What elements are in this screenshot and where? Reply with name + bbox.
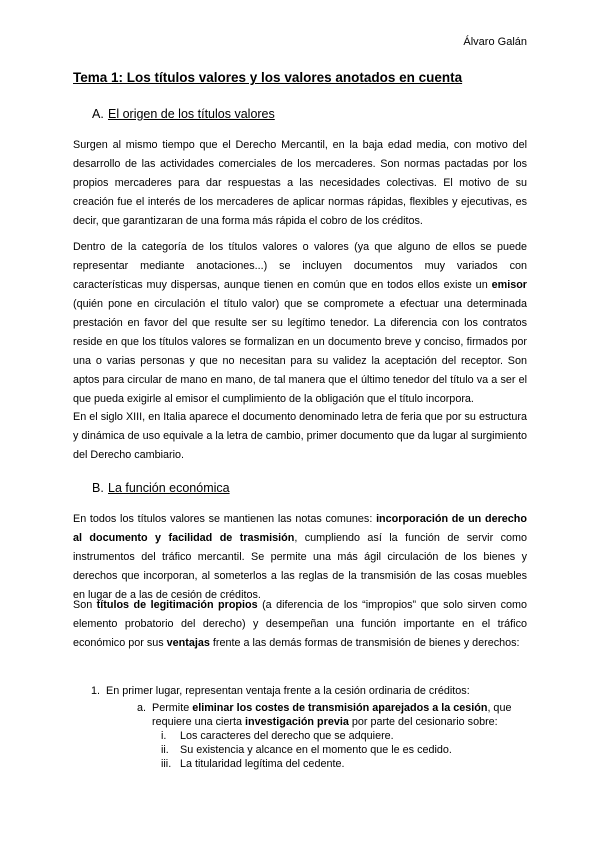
bold-run: eliminar los costes de transmisión aparejados a la cesión [192,702,488,714]
author-name: Álvaro Galán [463,36,527,48]
section-a-heading [92,107,275,121]
list-item [73,729,527,743]
section-b-title: La función económica [108,481,230,495]
text-run: por parte del cesionario sobre: [348,716,498,728]
text-run: Dentro de la categoría de los títulos valores o valores (ya que alguno de ellos se puede representar mediante anotaciones...) se incluyen documentos muy variados con características muy dispersas, aunque tienen en común que en todos ellos existe un [73,241,527,291]
section-a-label: A. [92,107,104,121]
list-marker: iii. [161,758,172,770]
bold-run: ventajas [166,637,210,649]
section-a-title: El origen de los títulos valores [108,107,275,121]
bold-run: emisor [491,279,527,291]
section-b-paragraph-2 [73,596,527,653]
list-marker: i. [161,730,167,742]
text-run: En todos los títulos valores se mantienen las notas comunes: [73,513,377,525]
list-item-text: La titularidad legítima del cedente. [180,758,345,770]
section-a-paragraph-2 [73,238,527,409]
text-run: (quién pone en circulación el título valor) que se compromete a efectuar una determinada prestación en favor del que resulte ser su legítimo tenedor. La diferencia con los contratos reside en que los títulos valores se formalizan en un documento breve y conciso, firmados por una o varias personas y que no necesitan para su validez la aceptación del receptor. Son aptos para circular de mano en mano, de tal manera que el último tenedor del título va a ser el que pueda exigirle al emisor el cumplimiento de la obligación que el título incorpora. [73,298,527,405]
text-run: frente a las demás formas de transmisión de bienes y derechos: [209,637,520,649]
list-marker: ii. [161,744,169,756]
text-run: Permite [152,702,193,714]
list-item-text: Los caracteres del derecho que se adquiere. [180,730,394,742]
list-item-text: En primer lugar, representan ventaja frente a la cesión ordinaria de créditos: [106,685,470,697]
list-item [73,757,527,771]
section-b-paragraph-1 [73,510,527,605]
text-run: , que requiere una cierta [152,702,512,728]
list-item-text: Su existencia y alcance en el momento que le es cedido. [180,744,452,756]
bold-run: títulos de legitimación propios [96,599,258,611]
text-run: Son [73,599,97,611]
list-marker: a. [137,702,147,714]
bold-run: incorporación de un derecho al documento y facilidad de trasmisión [73,513,527,544]
list-item [73,701,527,729]
text-run: , cumpliendo así la función de servir como instrumentos del tráfico mercantil. Se permite una más ágil circulación de los bienes y derechos que incorporan, al someterlos a las reglas de la transmisión de las cosas muebles en lugar de a las de cesión de créditos. [73,532,527,601]
advantages-list [73,684,527,771]
list-marker: 1. [91,685,101,697]
list-item [73,743,527,757]
section-b-heading [92,481,230,495]
text-run: (a diferencia de los “impropios” que solo sirven como elemento probatorio del derecho) y desempeñan una función importante en el tráfico económico por sus [73,599,527,649]
section-b-label: B. [92,481,104,495]
bold-run: investigación previa [245,716,349,728]
list-item [73,684,527,698]
section-a-paragraph-1: Surgen al mismo tiempo que el Derecho Mercantil, en la baja edad media, con motivo del desarrollo de las actividades comerciales de los mercaderes. Son normas pactadas por los propios mercaderes para dar respuestas a las necesidades colectivas. El motivo de su creación fue el interés de los mercaderes de aplicar normas rápidas, flexibles y ejecutivas, es decir, que garantizaran de una forma más rápida el cobro de los créditos. [73,139,527,227]
page-title: Tema 1: Los títulos valores y los valores anotados en cuenta [73,70,463,85]
section-a-paragraph-3: En el siglo XIII, en Italia aparece el documento denominado letra de feria que por su estructura y dinámica de uso equivale a la letra de cambio, primer documento que da lugar al surgimiento del Derecho cambiario. [73,411,527,461]
